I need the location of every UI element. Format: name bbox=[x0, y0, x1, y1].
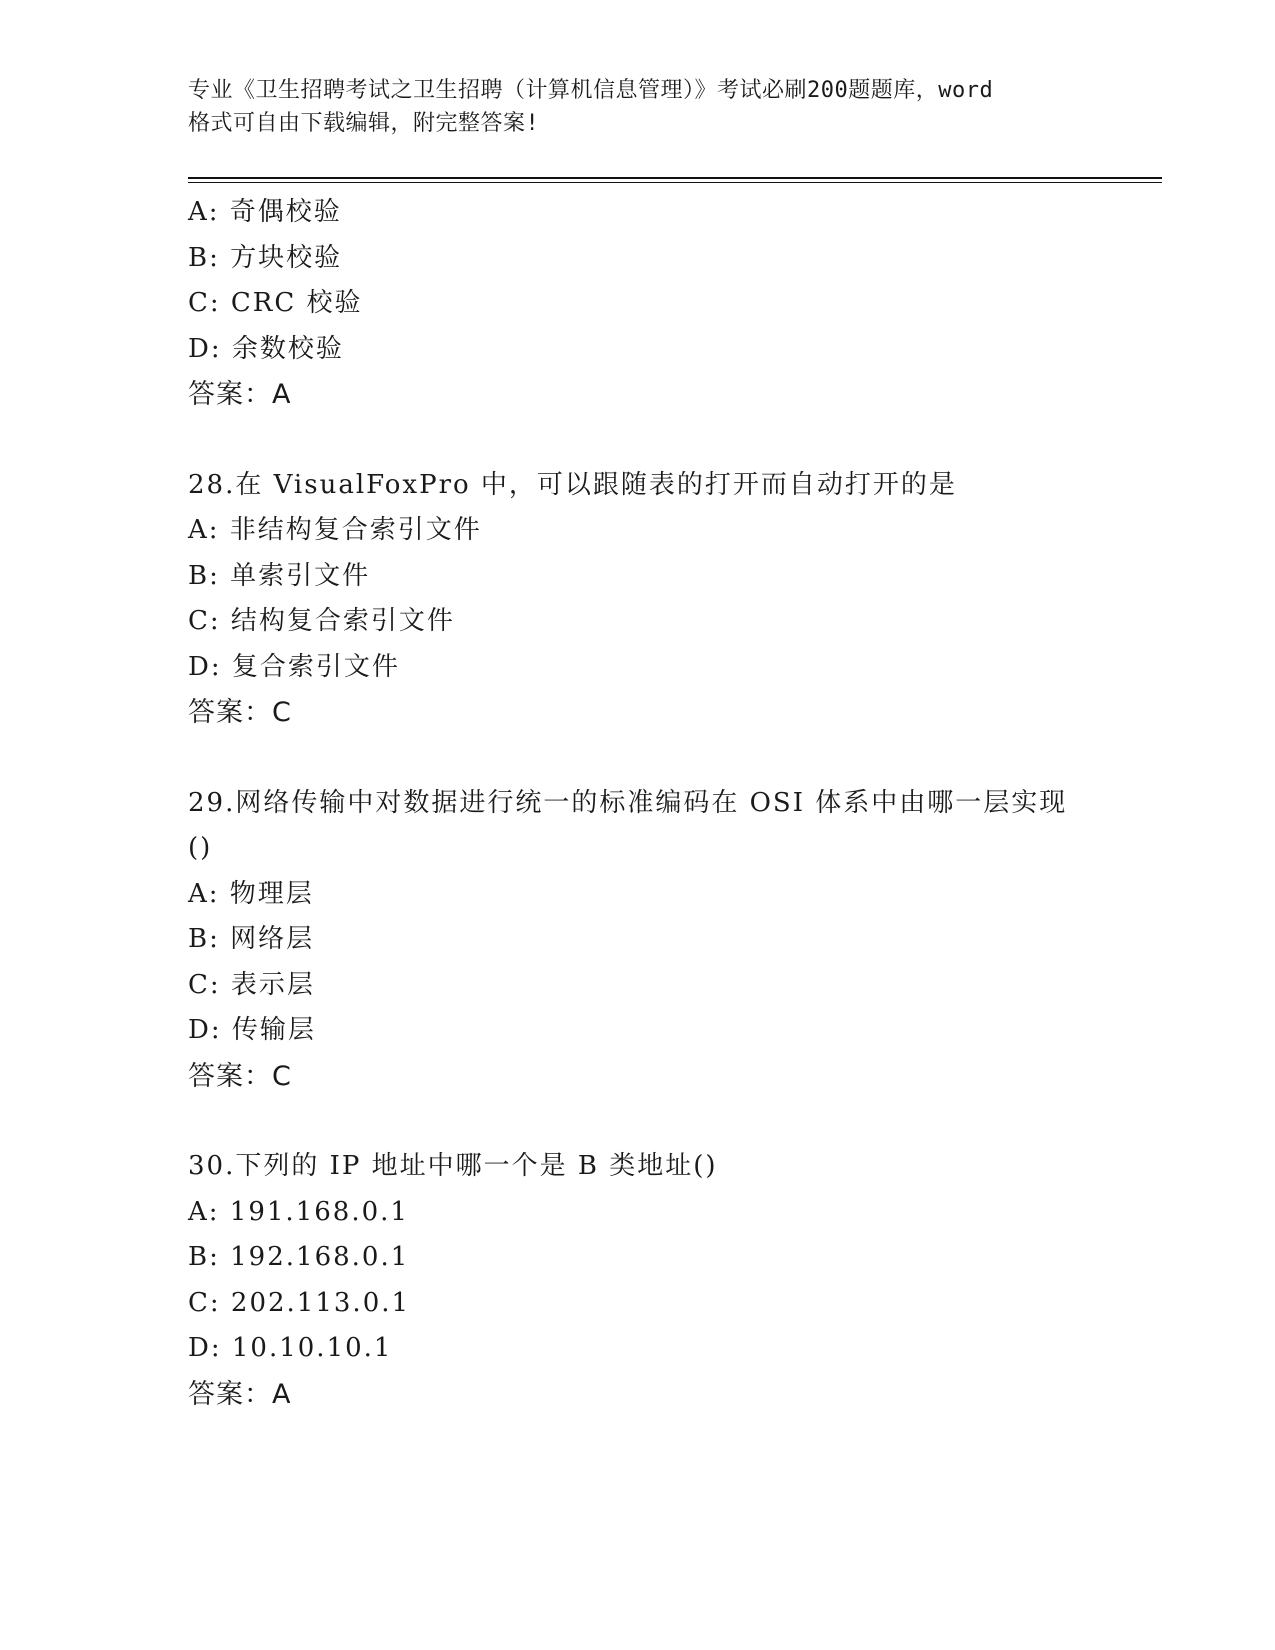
option-b: B: 单索引文件 bbox=[188, 560, 371, 591]
option-a: A: 奇偶校验 bbox=[188, 197, 342, 227]
option-d: D: 复合索引文件 bbox=[188, 651, 400, 682]
document-header bbox=[188, 74, 1088, 140]
question-29 bbox=[188, 781, 1088, 1100]
option-d: D: 传输层 bbox=[188, 1015, 316, 1045]
answer-label: 答案：C bbox=[188, 697, 292, 728]
option-b: B: 192.168.0.1 bbox=[188, 1242, 410, 1272]
question-text: 28.在 VisualFoxPro 中，可以跟随表的打开而自动打开的是 bbox=[188, 469, 957, 500]
question-28 bbox=[188, 463, 1088, 736]
option-a: A: 物理层 bbox=[188, 878, 314, 909]
option-c: C: 结构复合索引文件 bbox=[188, 606, 455, 636]
option-d: D: 10.10.10.1 bbox=[188, 1333, 393, 1363]
answer-label: 答案：C bbox=[188, 1060, 292, 1092]
option-b: B: 网络层 bbox=[188, 924, 315, 954]
option-b: B: 方块校验 bbox=[188, 242, 343, 273]
question-text: 30.下列的 IP 地址中哪一个是 B 类地址() bbox=[188, 1151, 718, 1181]
header-divider-thin bbox=[188, 182, 1162, 183]
option-c: C: 202.113.0.1 bbox=[188, 1287, 411, 1318]
spacer bbox=[188, 1099, 1088, 1144]
option-a: A: 191.168.0.1 bbox=[188, 1196, 409, 1227]
question-27 bbox=[188, 190, 1088, 418]
question-30 bbox=[188, 1144, 1088, 1417]
question-text-line-1: 29.网络传输中对数据进行统一的标准编码在 OSI 体系中由哪一层实现 bbox=[188, 787, 1068, 818]
header-divider-thick bbox=[188, 177, 1162, 179]
answer-label: 答案：A bbox=[188, 379, 292, 410]
question-text-line-2: () bbox=[188, 833, 213, 863]
question-list bbox=[188, 190, 1088, 1417]
option-a: A: 非结构复合索引文件 bbox=[188, 515, 482, 545]
option-c: C: CRC 校验 bbox=[188, 288, 363, 318]
spacer bbox=[188, 418, 1088, 463]
spacer bbox=[188, 736, 1088, 781]
header-line-1: 专业《卫生招聘考试之卫生招聘（计算机信息管理）》考试必刷200题题库，word bbox=[188, 78, 994, 103]
option-d: D: 余数校验 bbox=[188, 333, 344, 364]
option-c: C: 表示层 bbox=[188, 969, 315, 1000]
answer-label: 答案：A bbox=[188, 1378, 292, 1410]
header-line-2: 格式可自由下载编辑，附完整答案! bbox=[188, 111, 540, 136]
